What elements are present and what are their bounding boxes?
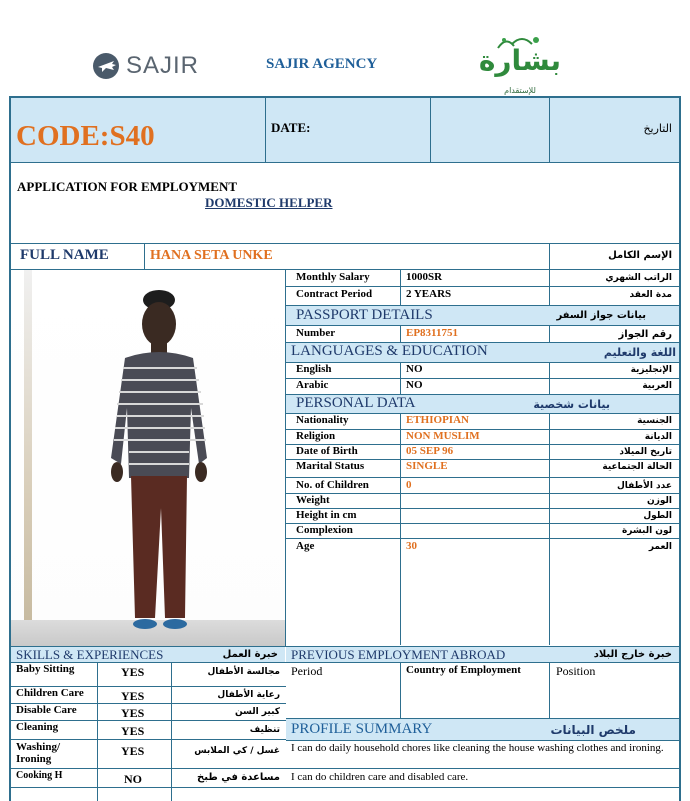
marital-status-label-ar: الحالة الجتماعية (602, 462, 672, 472)
dob-label-ar: تاريخ الميلاد (619, 447, 672, 457)
religion-value: NON MUSLIM (406, 430, 480, 442)
brand-logo (478, 34, 562, 98)
profile-title: PROFILE SUMMARY (291, 721, 433, 737)
code-label: CODE:S40 (16, 120, 155, 152)
contract-period-label-ar: مدة العقد (629, 290, 672, 300)
skill-label-cooking: Cooking H (16, 770, 63, 781)
dob-label: Date of Birth (296, 445, 358, 457)
skill-label-washing: Washing/ Ironing (16, 741, 61, 765)
skill-label-ar-cleaning: تنظيف (249, 725, 280, 735)
date-label: DATE: (271, 120, 311, 135)
applicant-photo (11, 270, 285, 646)
contract-period-label: Contract Period (296, 288, 373, 300)
contract-period-value: 2 YEARS (406, 288, 452, 300)
skill-label-ar-disable-care: كبير السن (234, 707, 280, 717)
col-period: Period (291, 664, 323, 678)
age-label: Age (296, 540, 315, 552)
brand-arabic-sub: للإستقدام (504, 86, 536, 95)
skill-label-cleaning: Cleaning (16, 721, 59, 733)
full-name-label-ar: الإسم الكامل (608, 250, 672, 261)
children-value: 0 (406, 479, 412, 491)
marital-status-value: SINGLE (406, 460, 448, 472)
nationality-label-ar: الجنسية (637, 416, 672, 426)
religion-label: Religion (296, 430, 336, 442)
skill-label-ar-cooking: مساعدة في طبخ (197, 772, 280, 783)
passport-number-label: Number (296, 327, 336, 339)
col-country: Country of Employment (406, 664, 521, 676)
religion-label-ar: الديانة (644, 432, 672, 442)
english-value: NO (406, 363, 423, 375)
full-name-value: HANA SETA UNKE (150, 248, 273, 263)
header (0, 0, 690, 96)
salary-label-ar: الراتب الشهري (605, 273, 672, 283)
brand-arabic: بشارة (478, 44, 562, 77)
application-title: APPLICATION FOR EMPLOYMENT (17, 179, 238, 194)
skill-label-ar-children-care: رعاية الأطفال (217, 690, 280, 700)
nationality-label: Nationality (296, 414, 349, 426)
salary-label: Monthly Salary (296, 271, 370, 283)
col-position: Position (556, 664, 596, 678)
arabic-label-ar: العربية (642, 381, 672, 391)
passport-title-ar: بيانات جواز السفر (556, 310, 646, 321)
skill-label-ar-washing: غسل / كي الملابس (194, 746, 280, 756)
agency-name: SAJIR AGENCY (266, 56, 378, 72)
children-label-ar: عدد الأطفال (616, 481, 672, 491)
skill-label-baby-sitting: Baby Sitting (16, 663, 75, 675)
weight-label: Weight (296, 494, 330, 506)
skill-label-disable-care: Disable Care (16, 704, 77, 716)
skills-title: SKILLS & EXPERIENCES (16, 647, 164, 662)
personal-title-ar: بيانات شخصية (533, 398, 610, 411)
full-name-label: FULL NAME (20, 247, 109, 263)
skill-value-cooking: NO (124, 772, 142, 786)
skill-value-cleaning: YES (121, 724, 145, 738)
previous-title-ar: خبرة خارج البلاد (593, 649, 672, 660)
profile-summary-line1: I can do daily household chores like cleaning the house washing clothes and ironing. (291, 742, 664, 754)
salary-value: 1000SR (406, 271, 443, 283)
person-figure (101, 288, 221, 644)
passport-title: PASSPORT DETAILS (296, 307, 433, 323)
weight-label-ar: الوزن (647, 496, 672, 506)
profile-summary-line2: I can do children care and disabled care. (291, 771, 469, 783)
marital-status-label: Marital Status (296, 460, 365, 472)
sajir-logo (92, 50, 202, 82)
plane-icon (92, 52, 120, 80)
date-label-ar: التاريخ (643, 122, 672, 135)
passport-number-label-ar: رقم الجواز (618, 329, 672, 340)
children-label: No. of Children (296, 479, 369, 491)
height-label-ar: الطول (643, 511, 672, 521)
skills-title-ar: خبرة العمل (222, 649, 278, 660)
arabic-label: Arabic (296, 379, 329, 391)
skill-value-children-care: YES (121, 689, 145, 703)
profile-title-ar: ملخص البيانات (550, 723, 636, 737)
english-label: English (296, 363, 332, 375)
skill-value-washing: YES (121, 744, 145, 758)
skill-value-disable-care: YES (121, 706, 145, 720)
english-label-ar: الإنجليزية (630, 365, 672, 375)
logo-text: SAJIR (126, 52, 200, 79)
skill-label-children-care: Children Care (16, 687, 84, 699)
nationality-value: ETHIOPIAN (406, 414, 469, 426)
height-label: Height in cm (296, 509, 357, 521)
age-label-ar: العمر (648, 542, 672, 552)
passport-number-value: EP8311751 (406, 327, 458, 339)
languages-title: LANGUAGES & EDUCATION (291, 343, 488, 359)
age-value: 30 (406, 540, 417, 552)
skill-label-ar-baby-sitting: مجالسة الأطفال (207, 667, 280, 677)
dob-value: 05 SEP 96 (406, 445, 454, 457)
complexion-label: Complexion (296, 524, 353, 536)
application-subtitle: DOMESTIC HELPER (205, 195, 333, 210)
previous-title: PREVIOUS EMPLOYMENT ABROAD (291, 647, 506, 662)
personal-title: PERSONAL DATA (296, 395, 416, 411)
arabic-value: NO (406, 379, 423, 391)
skill-value-baby-sitting: YES (121, 665, 145, 679)
complexion-label-ar: لون البشرة (621, 526, 672, 536)
languages-title-ar: اللغة والتعليم (603, 346, 676, 359)
